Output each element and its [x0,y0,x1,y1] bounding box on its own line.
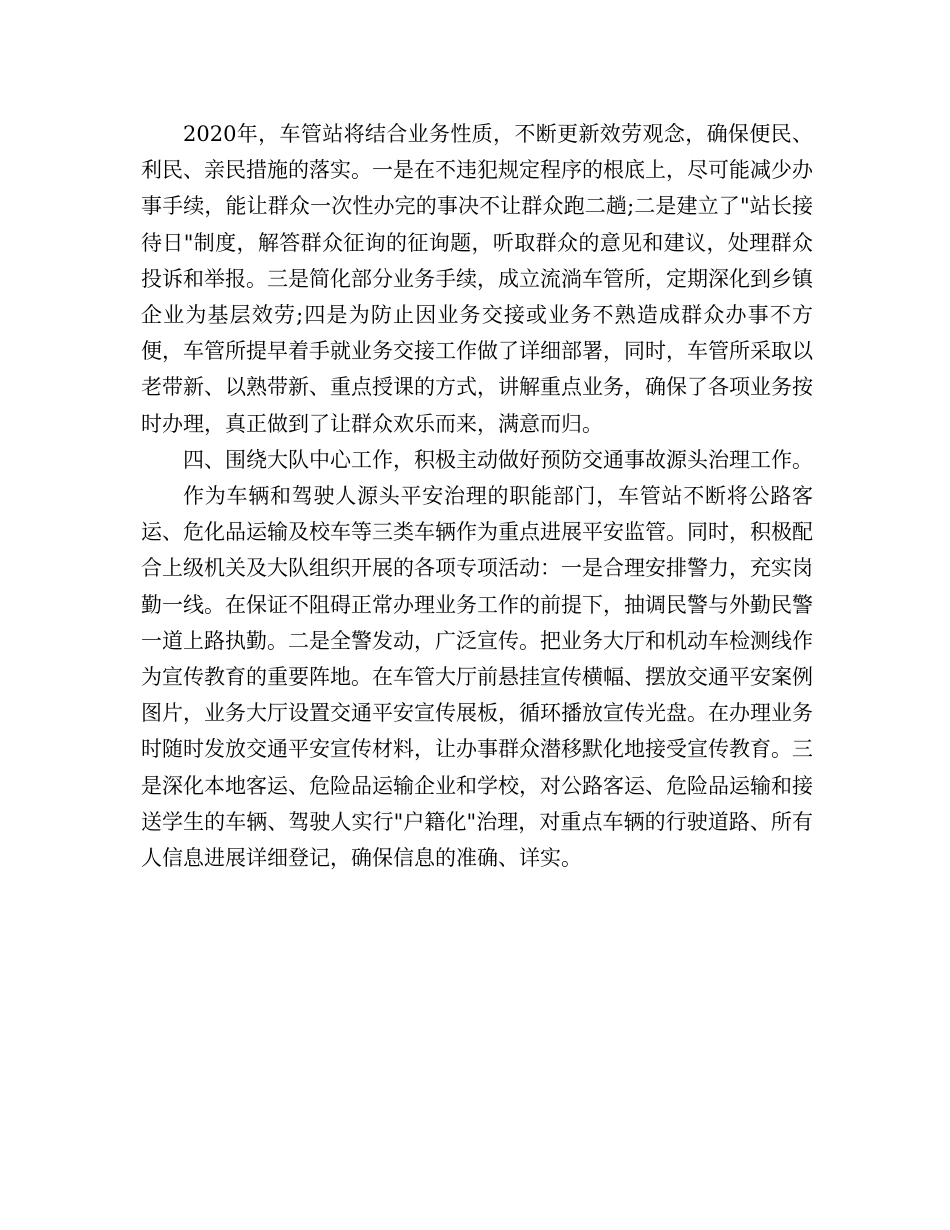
paragraph-section-four-heading: 四、围绕大队中心工作，积极主动做好预防交通事故源头治理工作。 [183,447,813,472]
paragraph-source-safety-management: 作为车辆和驾驶人源头平安治理的职能部门，车管站不断将公路客运、危化品运输及校车等三类车辆作为重点进展平安监管。同时，积极配合上级机关及大队组织开展的各项专项活动：一是合理安排警力，充实岗勤一线。在保证不阻碍正常办理业务工作的前提下，抽调民警与外勤民警一道上路执勤。二是全警发动，广泛宣传。把业务大厅和机动车检测线作为宣传教育的重要阵地。在车管大厅前悬挂宣传横幅、摆放交通平安案例图片，业务大厅设置交通平安宣传展板，循环播放宣传光盘。在办理业务时随时发放交通平安宣传材料，让办事群众潜移默化地接受宣传教育。三是深化本地客运、危险品运输企业和学校，对公路客运、危险品运输和接送学生的车辆、驾驶人实行"户籍化"治理，对重点车辆的行驶道路、所有人信息进展详细登记，确保信息的准确、详实。 [141,484,813,871]
document-body [141,116,813,876]
paragraph-vehicle-station-service: 2020年，车管站将结合业务性质，不断更新效劳观念，确保便民、利民、亲民措施的落实。一是在不违犯规定程序的根底上，尽可能减少办事手续，能让群众一次性办完的事决不让群众跑二趟;二是建立了"站长接待日"制度，解答群众征询的征询题，听取群众的意见和建议，处理群众投诉和举报。三是简化部分业务手续，成立流淌车管所，定期深化到乡镇企业为基层效劳;四是为防止因业务交接或业务不熟造成群众办事不方便，车管所提早着手就业务交接工作做了详细部署，同时，车管所采取以老带新、以熟带新、重点授课的方式，讲解重点业务，确保了各项业务按时办理，真正做到了让群众欢乐而来，满意而归。 [141,122,813,436]
